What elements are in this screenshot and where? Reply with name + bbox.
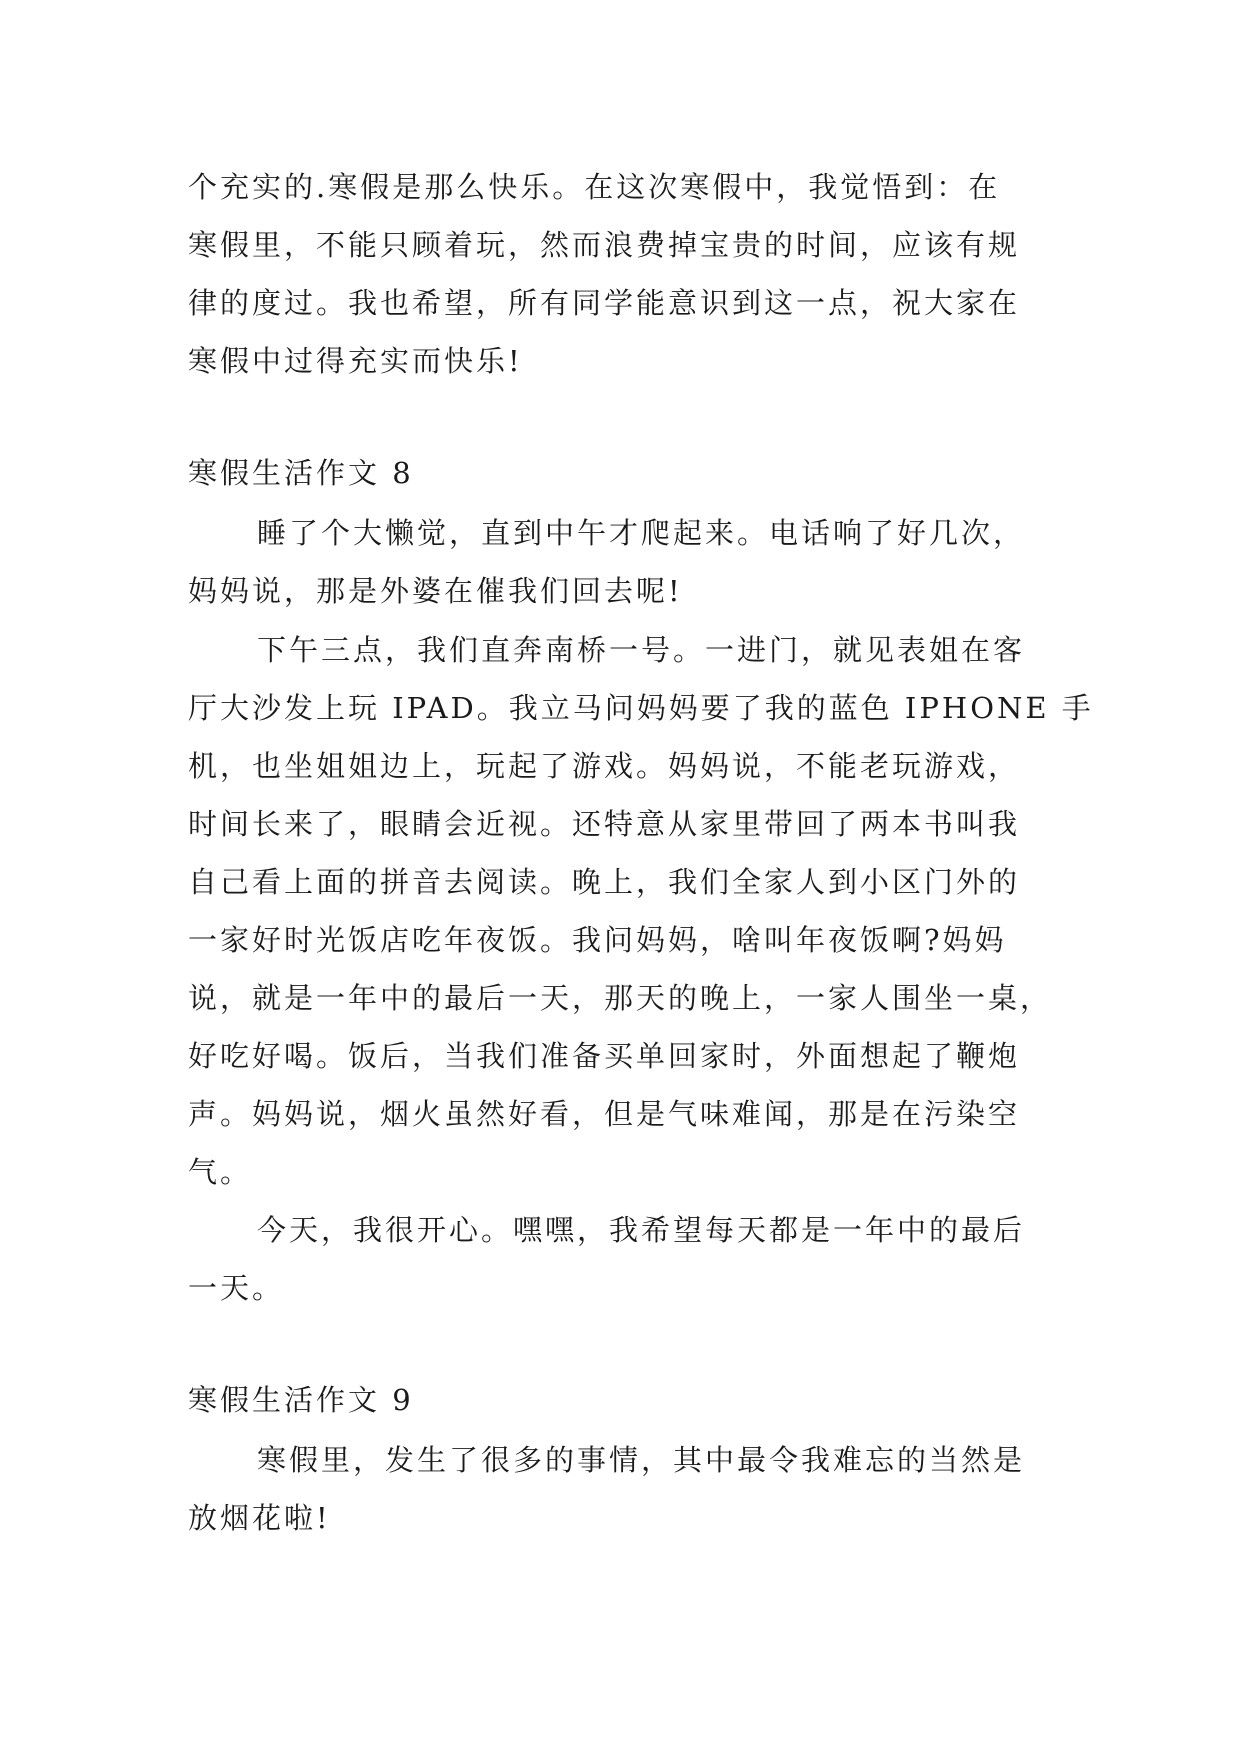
paragraph-line: 气。	[188, 1155, 253, 1189]
paragraph-line: 机，也坐姐姐边上，玩起了游戏。妈妈说，不能老玩游戏，	[188, 749, 1021, 783]
paragraph-line: 寒假里，发生了很多的事情，其中最令我难忘的当然是	[257, 1443, 1026, 1477]
paragraph-line: 声。妈妈说，烟火虽然好看，但是气味难闻，那是在污染空	[188, 1097, 1021, 1131]
paragraph-line: 下午三点，我们直奔南桥一号。一进门，就见表姐在客	[257, 633, 1026, 667]
paragraph-line: 今天，我很开心。嘿嘿，我希望每天都是一年中的最后	[257, 1213, 1026, 1247]
paragraph-line: 好吃好喝。饭后，当我们准备买单回家时，外面想起了鞭炮	[188, 1039, 1021, 1073]
paragraph-line: 寒假中过得充实而快乐!	[188, 344, 523, 378]
paragraph-line: 时间长来了，眼睛会近视。还特意从家里带回了两本书叫我	[188, 807, 1021, 841]
paragraph-line: 个充实的.寒假是那么快乐。在这次寒假中，我觉悟到：在	[188, 170, 1001, 204]
paragraph-line: 一家好时光饭店吃年夜饭。我问妈妈，啥叫年夜饭啊?妈妈	[188, 923, 1007, 957]
section-heading: 寒假生活作文 8	[188, 456, 414, 490]
paragraph-line: 寒假里，不能只顾着玩，然而浪费掉宝贵的时间，应该有规	[188, 228, 1021, 262]
paragraph-line: 妈妈说，那是外婆在催我们回去呢!	[188, 574, 683, 608]
paragraph-line: 厅大沙发上玩 IPAD。我立马问妈妈要了我的蓝色 IPHONE 手	[188, 691, 1094, 725]
paragraph-line: 自己看上面的拼音去阅读。晚上，我们全家人到小区门外的	[188, 865, 1021, 899]
paragraph-line: 睡了个大懒觉，直到中午才爬起来。电话响了好几次，	[257, 516, 1026, 550]
paragraph-line: 放烟花啦!	[188, 1501, 331, 1535]
paragraph-line: 律的度过。我也希望，所有同学能意识到这一点，祝大家在	[188, 286, 1021, 320]
paragraph-line: 说，就是一年中的最后一天，那天的晚上，一家人围坐一桌，	[188, 981, 1053, 1015]
paragraph-line: 一天。	[188, 1271, 285, 1305]
section-heading: 寒假生活作文 9	[188, 1383, 414, 1417]
